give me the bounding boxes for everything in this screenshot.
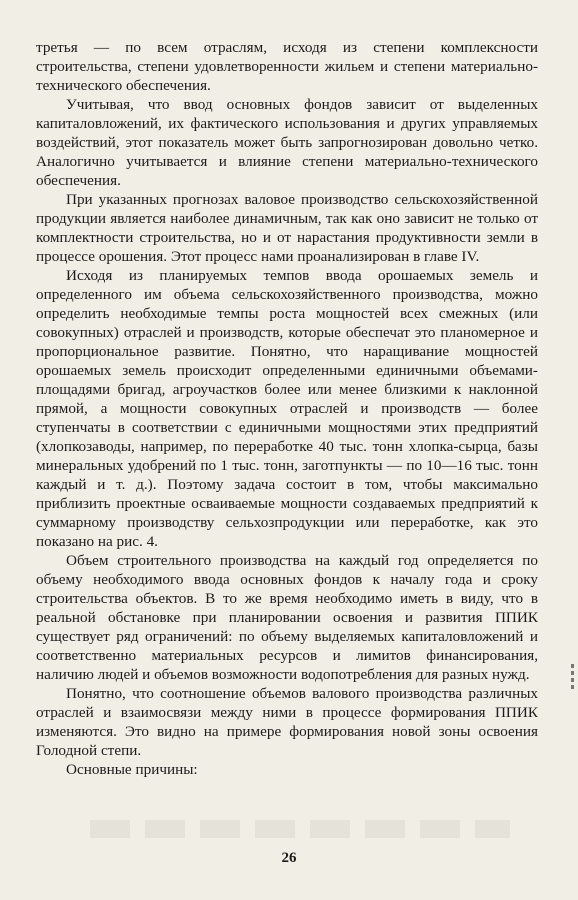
paragraph-3: При указанных прогнозах валовое производство сельскохозяйственной продукции является наиболее динамичным, так как оно зависит не только от комплектности строительства, но и от нарастания продуктивности земли в процессе орошения. Этот процесс нами проанализирован в главе IV. bbox=[36, 191, 538, 265]
edge-marks bbox=[571, 664, 574, 690]
paragraph-7: Основные причины: bbox=[66, 761, 198, 778]
paragraph-4: Исходя из планируемых темпов ввода орошаемых земель и определенного им объема сельскохозяйственного производства, можно определить необходимые темпы роста мощностей всех смежных (или совокупных) отраслей и производств, которые обеспечат это планомерное и пропорциональное развитие. Понятно, что наращивание мощностей орошаемых земель происходит определенными единичными объемами-площадями бригад, агроучастков более или менее близкими к наклонной прямой, а мощности совокупных отраслей и производств — более ступенчаты в соответствии с единичными мощностями этих предприятий (хлопкозаводы, например, по переработке 40 тыс. тонн хлопка-сырца, базы минеральных удобрений по 1 тыс. тонн, заготпункты — по 10—16 тыс. тонн каждый и т. д.). Поэтому задача состоит в том, чтобы максимально приблизить проектные осваиваемые мощности создаваемых предприятий к суммарному производству сельхозпродукции или переработке, как это показано на рис. 4. bbox=[36, 267, 538, 550]
paragraph-2: Учитывая, что ввод основных фондов зависит от выделенных капиталовложений, их фактического использования и других управляемых воздействий, этот показатель может быть запрогнозирован довольно четко. Аналогично учитывается и влияние степени материально-технического обеспечения. bbox=[36, 96, 538, 189]
paragraph-5: Объем строительного производства на каждый год определяется по объему необходимого ввода основных фондов к началу года и сроку строительства объектов. В то же время необходимо иметь в виду, что в реальной обстановке при планировании освоения и развития ППИК существует ряд ограничений: по объему выделяемых капиталовложений и соответственно материальных ресурсов и лимитов финансирования, наличию людей и объемов возможности водопотребления для разных нужд. bbox=[36, 552, 538, 683]
page-number: 26 bbox=[281, 850, 297, 866]
bleed-through-shadow bbox=[90, 820, 510, 838]
body-text bbox=[36, 38, 538, 779]
paragraph-1: третья — по всем отраслям, исходя из степени комплексности строительства, степени удовлетворенности жильем и степени материально-технического обеспечения. bbox=[36, 39, 538, 94]
paragraph-6: Понятно, что соотношение объемов валового производства различных отраслей и взаимосвязи между ними в процессе формирования ППИК изменяются. Это видно на примере формирования новой зоны освоения Голодной степи. bbox=[36, 685, 538, 759]
